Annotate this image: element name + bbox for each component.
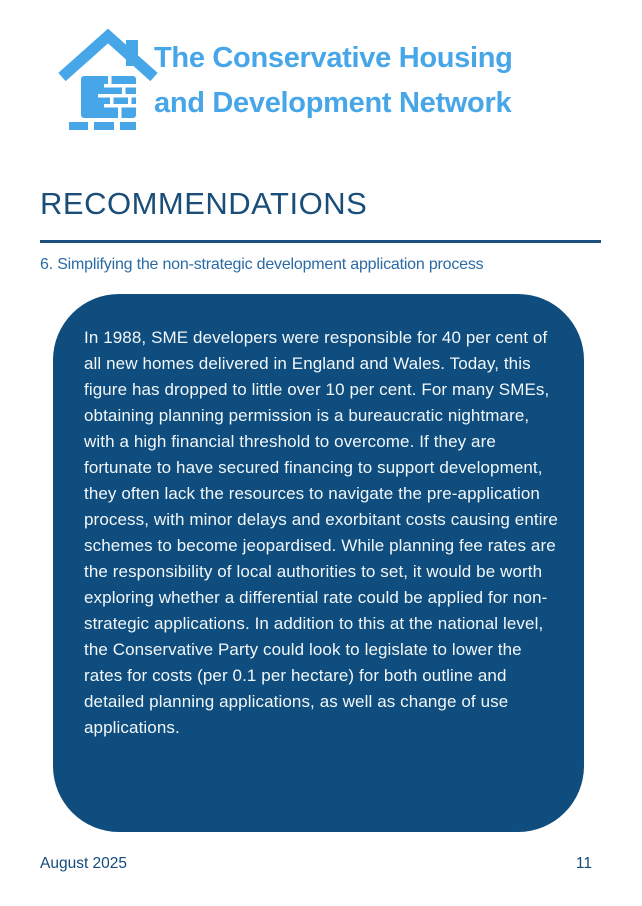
org-title-line1: The Conservative Housing	[154, 42, 513, 74]
callout-text: In 1988, SME developers were responsible for 40 per cent of all new homes delivered in England and Wales. Today, this figure has dropped to little over 10 per cent. For many SMEs, obtaining planning permission is a bureaucratic nightmare, with a high financial threshold to overcome. If they are fortunate to have secured financing to support development, they often lack the resources to navigate the pre-application process, with minor delays and exorbitant costs causing entire schemes to become jeopardised. While planning fee rates are the responsibility of local authorities to set, it would be worth exploring whether a differential rate could be applied for non-strategic applications. In addition to this at the national level, the Conservative Party could look to legislate to lower the rates for costs (per 0.1 per hectare) for both outline and detailed planning applications, as well as change of use applications.	[84, 328, 558, 737]
page-number: 11	[575, 855, 592, 872]
header	[58, 26, 513, 132]
org-title-line2: and Development Network	[154, 87, 512, 119]
callout-card	[53, 294, 584, 832]
section-subheading: 6. Simplifying the non-strategic development application process	[40, 256, 484, 273]
footer-date: August 2025	[40, 855, 128, 872]
section-divider	[40, 240, 601, 243]
page-title: RECOMMENDATIONS	[40, 186, 368, 221]
house-bricks-icon	[58, 26, 158, 132]
org-title	[154, 36, 614, 126]
